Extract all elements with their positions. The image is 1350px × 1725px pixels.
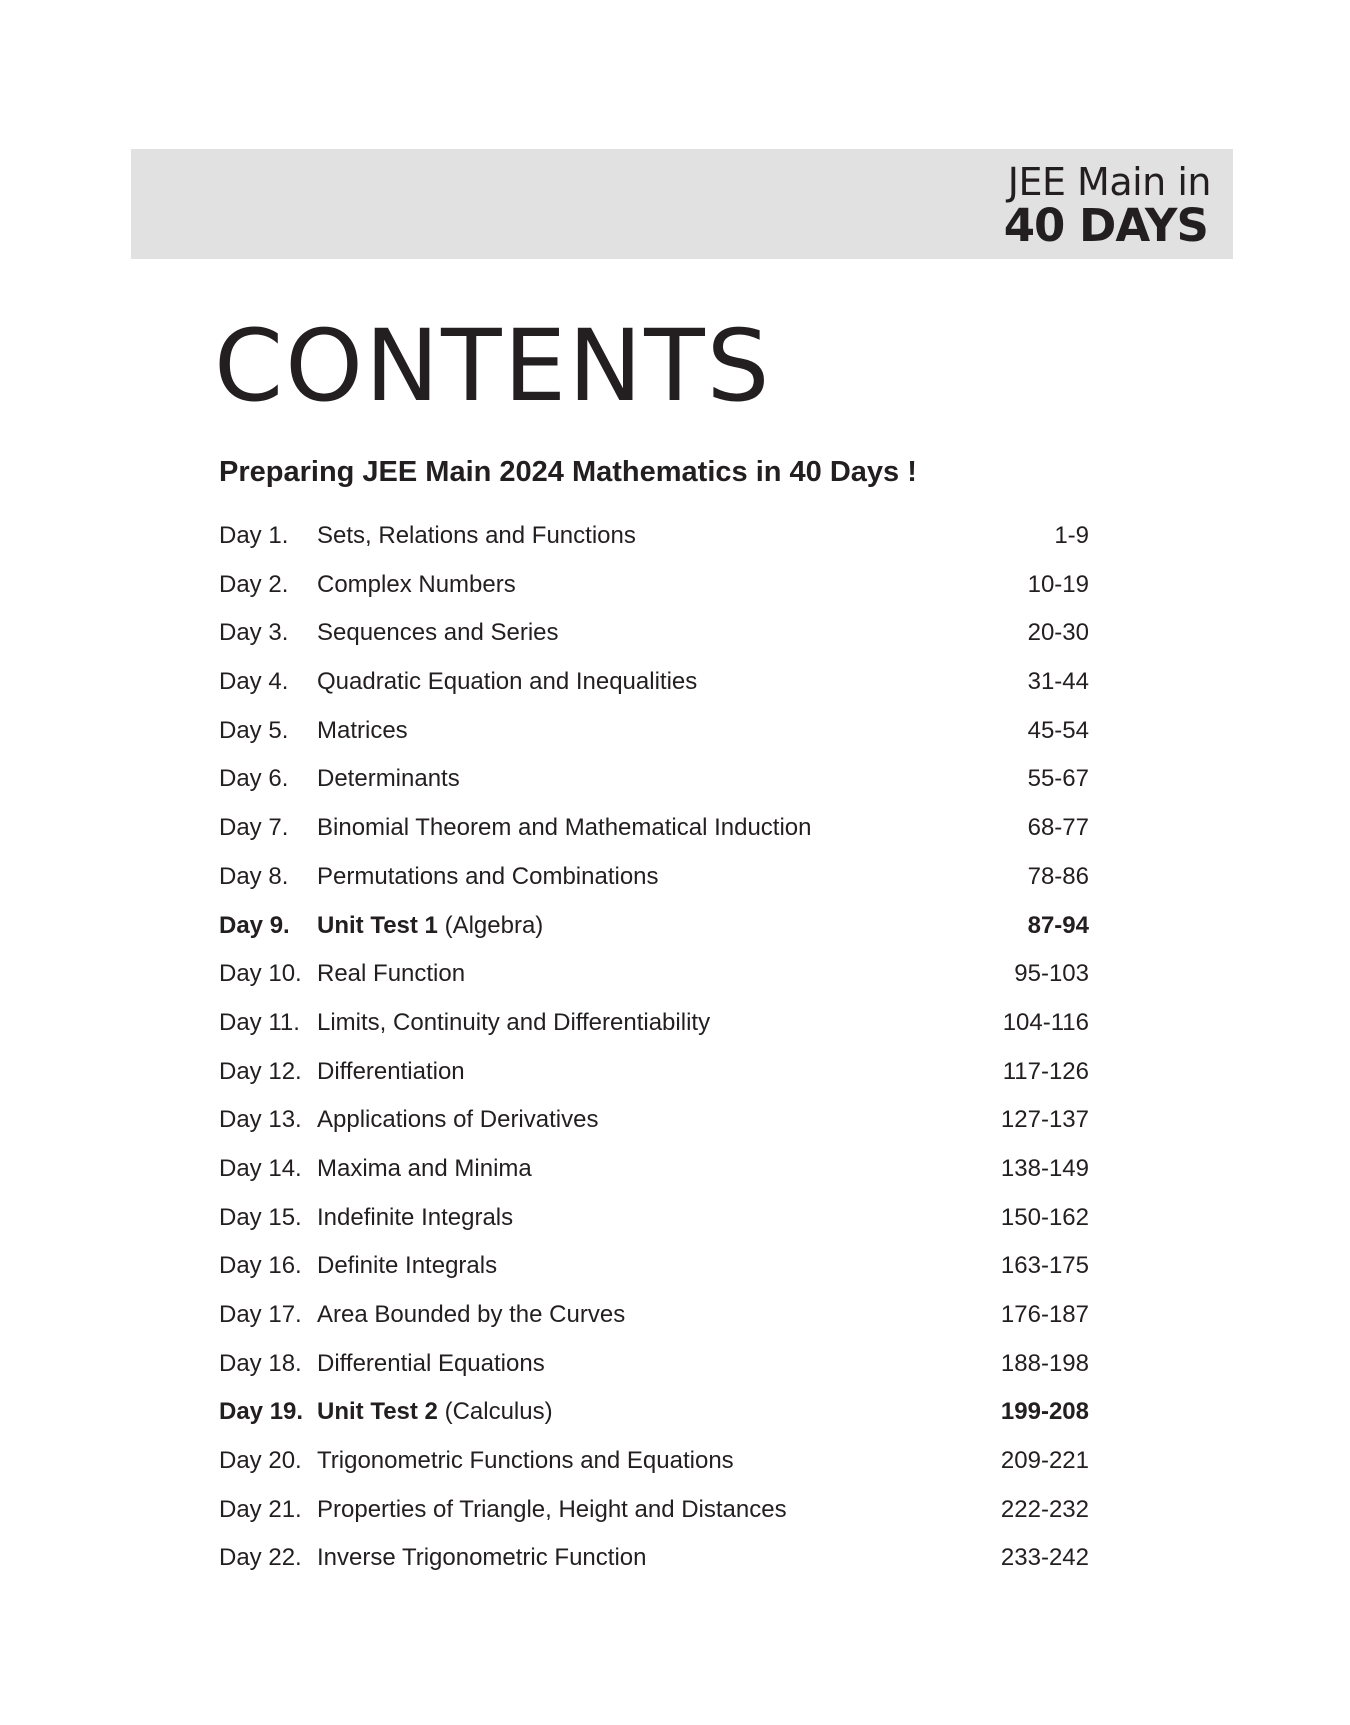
toc-day-number: Day 16. [219,1252,302,1280]
toc-day-number: Day 18. [219,1349,302,1377]
toc-chapter-title: Sequences and Series [317,619,559,647]
toc-day-number: Day 17. [219,1301,302,1328]
toc-entry [219,1295,1089,1344]
toc-entry [219,1246,1089,1295]
toc-chapter-title: Trigonometric Functions and Equations [317,1447,734,1475]
toc-page-range: 233-242 [1000,1544,1089,1572]
toc-chapter-title: Maxima and Minima [317,1154,532,1182]
toc-entry [219,808,1089,857]
toc-chapter-title: Properties of Triangle, Height and Distances [317,1495,787,1523]
brand-line-1: JEE Main in [1007,160,1211,204]
toc-day-number: Day 1. [219,522,289,549]
toc-page-range: 104-116 [1002,1008,1089,1036]
toc-page-range: 31-44 [1027,668,1089,696]
toc-entry [219,1441,1089,1490]
toc-entry [219,759,1089,808]
toc-page-range: 150-162 [1000,1203,1089,1231]
toc-unit-test-subject: (Algebra) [437,911,544,939]
toc-chapter-title: Determinants [317,765,460,793]
toc-day-number: Day 7. [219,814,289,842]
toc-chapter-title: Applications of Derivatives [317,1106,599,1134]
toc-page-range: 163-175 [1000,1252,1089,1280]
book-brand-logo [1003,160,1211,252]
toc-page-range: 45-54 [1027,716,1089,744]
toc-chapter-title: Definite Integrals [317,1252,498,1280]
toc-entry [219,565,1089,614]
toc-entry [219,516,1089,565]
toc-entry [219,857,1089,906]
toc-chapter-title: Indefinite Integrals [317,1203,514,1231]
toc-chapter-title: Binomial Theorem and Mathematical Induction [317,814,812,842]
toc-page-range: 10-19 [1027,570,1089,598]
toc-day-number: Day 13. [219,1106,302,1134]
toc-entry [219,711,1089,760]
page-title: CONTENTS [214,309,772,424]
toc-chapter-title: Area Bounded by the Curves [317,1301,626,1328]
toc-day-number: Day 6. [219,765,289,793]
toc-chapter-title: Quadratic Equation and Inequalities [317,668,698,696]
toc-page-range: 20-30 [1027,619,1089,647]
toc-page-range: 209-221 [1000,1447,1089,1475]
toc-entry [219,1003,1089,1052]
toc-chapter-title: Permutations and Combinations [317,862,659,890]
table-of-contents [219,516,1089,1587]
toc-entry [219,1198,1089,1247]
toc-page-range: 95-103 [1014,960,1089,988]
toc-entry [219,1344,1089,1393]
toc-chapter-title: Complex Numbers [317,570,516,598]
toc-chapter-title: Matrices [317,716,408,744]
toc-entry [219,1100,1089,1149]
toc-day-number: Day 19. [219,1398,304,1426]
toc-chapter-title: Differential Equations [317,1349,545,1377]
toc-page-range: 138-149 [1000,1154,1089,1182]
toc-entry [219,662,1089,711]
toc-entry [219,1490,1089,1539]
toc-chapter-title: Inverse Trigonometric Function [317,1544,647,1572]
toc-entry [219,1149,1089,1198]
toc-chapter-title: Limits, Continuity and Differentiability [317,1008,711,1036]
toc-day-number: Day 9. [219,911,290,939]
toc-day-number: Day 11. [219,1008,300,1036]
toc-page-range: 199-208 [1000,1398,1089,1426]
toc-day-number: Day 5. [219,716,289,744]
toc-day-number: Day 15. [219,1203,302,1231]
toc-day-number: Day 3. [219,619,289,647]
toc-page-range: 68-77 [1027,814,1089,842]
toc-day-number: Day 20. [219,1447,302,1475]
toc-day-number: Day 21. [219,1495,302,1523]
toc-chapter-title [317,906,543,946]
toc-day-number: Day 8. [219,862,289,890]
toc-entry [219,1392,1089,1441]
toc-page-range: 87-94 [1027,911,1089,939]
toc-day-number: Day 12. [219,1057,302,1085]
toc-day-number: Day 22. [219,1544,302,1572]
toc-entry [219,954,1089,1003]
toc-page-range: 78-86 [1027,862,1089,890]
toc-chapter-title: Sets, Relations and Functions [317,522,636,549]
toc-unit-test-label: Unit Test 1 [317,911,438,939]
header-banner [131,149,1233,259]
toc-day-number: Day 4. [219,668,289,696]
toc-day-number: Day 14. [219,1154,302,1182]
toc-chapter-title: Real Function [317,960,466,988]
toc-page-range: 1-9 [1054,522,1089,549]
toc-page-range: 222-232 [1000,1495,1089,1523]
toc-page-range: 188-198 [1000,1349,1089,1377]
toc-unit-test-label: Unit Test 2 [317,1398,438,1426]
toc-entry [219,1538,1089,1587]
toc-entry [219,906,1089,955]
section-heading: Preparing JEE Main 2024 Mathematics in 40 Days ! [219,456,917,488]
toc-entry [219,1052,1089,1101]
toc-page-range: 55-67 [1027,765,1089,793]
toc-unit-test-subject: (Calculus) [437,1398,553,1426]
toc-chapter-title: Differentiation [317,1057,465,1085]
toc-page-range: 117-126 [1002,1057,1089,1085]
toc-day-number: Day 10. [219,960,302,988]
toc-page-range: 127-137 [1000,1106,1089,1134]
toc-chapter-title [317,1392,553,1432]
brand-line-2: 40 DAYS [1003,199,1208,252]
toc-page-range: 176-187 [1000,1301,1089,1328]
toc-entry [219,613,1089,662]
toc-day-number: Day 2. [219,570,289,598]
